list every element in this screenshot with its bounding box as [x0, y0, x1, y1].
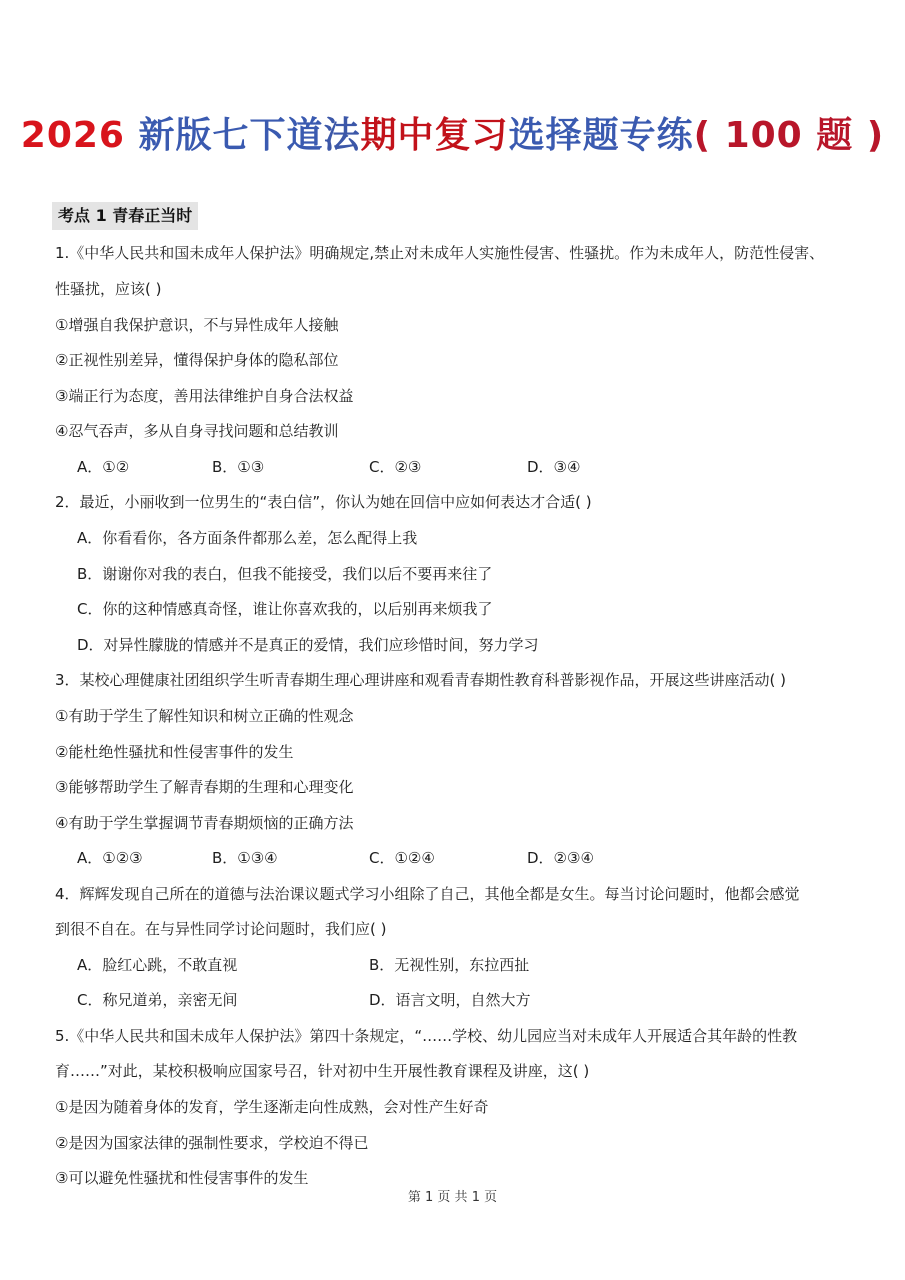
q3-option-b: B．①③④ — [212, 849, 278, 867]
q5-statement-3: ③可以避免性骚扰和性侵害事件的发生 — [55, 1169, 309, 1187]
title-part4: 选择题专练 — [508, 115, 694, 156]
q1-option-b: B．①③ — [212, 458, 265, 476]
q3-statement-3: ③能够帮助学生了解青春期的生理和心理变化 — [55, 778, 354, 796]
page-footer: 第 1 页 共 1 页 — [407, 1190, 498, 1205]
q4-stem-line2: 到很不自在。在与异性同学讨论问题时，我们应( ) — [55, 920, 387, 938]
q1-statement-2: ②正视性别差异，懂得保护身体的隐私部位 — [55, 351, 339, 369]
q3-stem: 3．某校心理健康社团组织学生听青春期生理心理讲座和观看青春期性教育科普影视作品，开展这些讲座活动( ) — [55, 671, 787, 689]
q1-statement-1: ①增强自我保护意识，不与异性成年人接触 — [55, 316, 339, 334]
q3-statement-2: ②能杜绝性骚扰和性侵害事件的发生 — [55, 743, 294, 761]
q5-stem-line1: 5.《中华人民共和国未成年人保护法》第四十条规定，“……学校、幼儿园应当对未成年人开展适合其年龄的性教 — [55, 1027, 798, 1045]
q5-statement-2: ②是因为国家法律的强制性要求，学校迫不得已 — [55, 1134, 369, 1152]
q1-option-a: A．①② — [77, 458, 130, 476]
q5-stem-line2: 育……”对此，某校积极响应国家号召，针对初中生开展性教育课程及讲座，这( ) — [55, 1062, 590, 1080]
q1-option-d: D．③④ — [527, 458, 581, 476]
q4-option-b: B．无视性别，东拉西扯 — [369, 956, 530, 974]
title-part2: 法 — [323, 115, 361, 156]
q1-option-c: C．②③ — [369, 458, 422, 476]
q3-statement-4: ④有助于学生掌握调节青春期烦恼的正确方法 — [55, 814, 354, 832]
title-part3: 期中复习 — [360, 115, 509, 156]
q3-option-d: D．②③④ — [527, 849, 594, 867]
q4-option-d: D．语言文明，自然大方 — [369, 991, 531, 1009]
q1-stem-line2: 性骚扰，应该( ) — [55, 280, 162, 298]
q2-option-c: C．你的这种情感真奇怪，谁让你喜欢我的，以后别再来烦我了 — [77, 600, 493, 618]
q3-option-a: A．①②③ — [77, 849, 143, 867]
q3-option-c: C．①②④ — [369, 849, 435, 867]
q2-stem: 2．最近，小丽收到一位男生的“表白信”，你认为她在回信中应如何表达才合适( ) — [55, 493, 592, 511]
q4-option-a: A．脸红心跳，不敢直视 — [77, 956, 238, 974]
title-year: 2026 — [20, 115, 125, 156]
q5-statement-1: ①是因为随着身体的发育，学生逐渐走向性成熟，会对性产生好奇 — [55, 1098, 489, 1116]
q4-stem-line1: 4．辉辉发现自己所在的道德与法治课议题式学习小组除了自己，其他全都是女生。每当讨论问题时，他都会感觉 — [55, 885, 800, 903]
page-title — [0, 108, 905, 164]
q1-stem-line1: 1.《中华人民共和国未成年人保护法》明确规定,禁止对未成年人实施性侵害、性骚扰。作为未成年人，防范性侵害、 — [55, 244, 825, 262]
q1-statement-3: ③端正行为态度，善用法律维护自身合法权益 — [55, 387, 354, 405]
q1-statement-4: ④忍气吞声，多从自身寻找问题和总结教训 — [55, 422, 339, 440]
section-heading: 考点 1 青春正当时 — [52, 202, 198, 230]
q2-option-a: A．你看看你，各方面条件都那么差，怎么配得上我 — [77, 529, 418, 547]
title-part5: ( 100 题 ) — [693, 115, 885, 156]
q4-option-c: C．称兄道弟，亲密无间 — [77, 991, 238, 1009]
q2-option-d: D．对异性朦胧的情感并不是真正的爱情，我们应珍惜时间，努力学习 — [77, 636, 539, 654]
q2-option-b: B．谢谢你对我的表白，但我不能接受，我们以后不要再来往了 — [77, 565, 493, 583]
q3-statement-1: ①有助于学生了解性知识和树立正确的性观念 — [55, 707, 354, 725]
title-part1: 新版七下道 — [138, 115, 324, 156]
